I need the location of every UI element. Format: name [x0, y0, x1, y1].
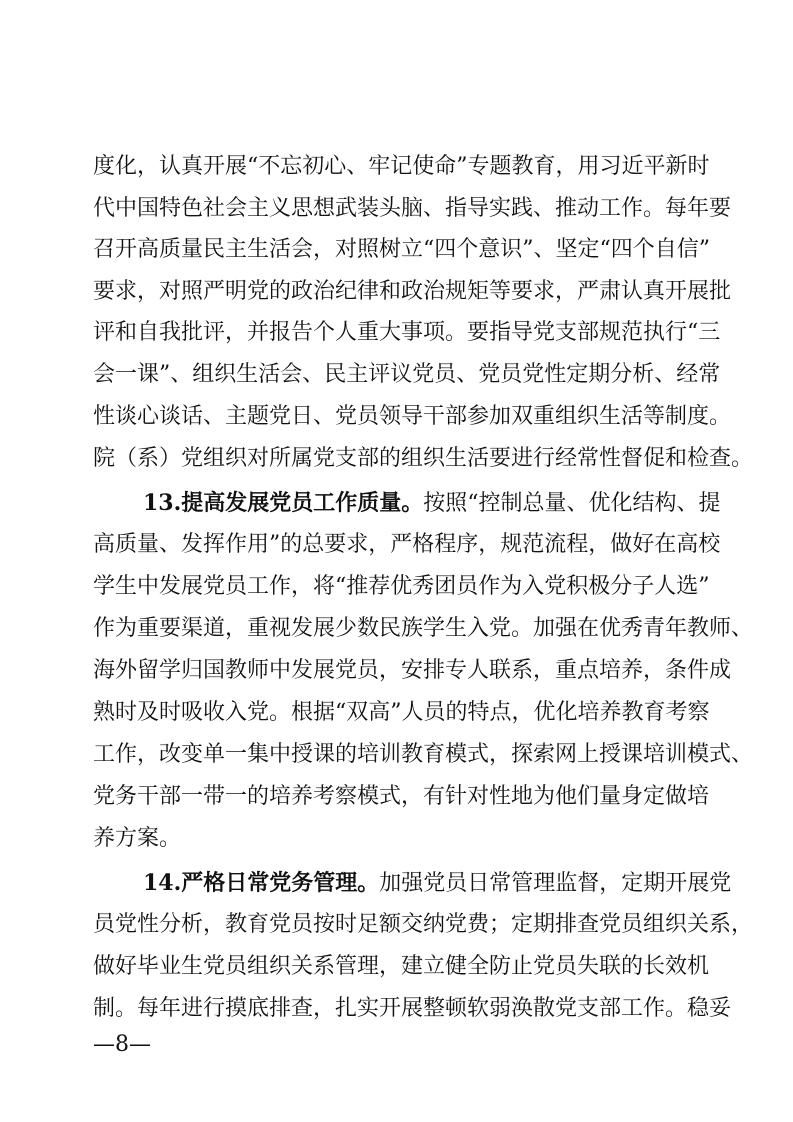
body-line: 党务干部一带一的培养考察模式，有针对性地为他们量身定做培 — [93, 784, 710, 809]
body-line: 要求，对照严明党的政治纪律和政治规矩等要求，严肃认真开展批 — [93, 279, 732, 304]
section-14-first-line — [143, 863, 732, 903]
body-line: 召开高质量民主生活会，对照树立“四个意识”、坚定“四个自信” — [93, 237, 710, 262]
section-13-heading: 13.提高发展党员工作质量。 — [143, 490, 424, 516]
body-line: 员党性分析，教育党员按时足额交纳党费；定期排查党员组织关系， — [93, 912, 754, 937]
body-line: 养方案。 — [93, 826, 182, 851]
section-13-first-line-text: 按照“控制总量、优化结构、提 — [423, 491, 721, 516]
body-line: 评和自我批评，并报告个人重大事项。要指导党支部规范执行“三 — [93, 320, 721, 345]
body-line: 做好毕业生党员组织关系管理，建立健全防止党员失联的长效机 — [93, 954, 710, 979]
section-14-heading: 14.严格日常党务管理。 — [143, 870, 380, 896]
body-line: 工作，改变单一集中授课的培训教育模式，探索网上授课培训模式、 — [93, 742, 754, 767]
body-line: 学生中发展党员工作，将“推荐优秀团员作为入党积极分子人选” — [93, 574, 710, 599]
section-13-first-line — [143, 483, 721, 523]
page-number: —8— — [93, 1032, 151, 1057]
body-line: 性谈心谈话、主题党日、党员领导干部参加双重组织生活等制度。 — [93, 404, 732, 429]
body-line: 度化，认真开展“不忘初心、牢记使命”专题教育，用习近平新时 — [93, 154, 710, 179]
section-14-first-line-text: 加强党员日常管理监督，定期开展党 — [379, 871, 732, 896]
body-line: 海外留学归国教师中发展党员，安排专人联系，重点培养，条件成 — [93, 658, 732, 683]
body-line: 熟时及时吸收入党。根据“双高”人员的特点，优化培养教育考察 — [93, 700, 710, 725]
body-line: 代中国特色社会主义思想武装头脑、指导实践、推动工作。每年要 — [93, 196, 732, 221]
body-line: 作为重要渠道，重视发展少数民族学生入党。加强在优秀青年教师、 — [93, 616, 754, 641]
body-line: 高质量、发挥作用”的总要求，严格程序，规范流程，做好在高校 — [93, 532, 721, 557]
body-line: 制。每年进行摸底排查，扎实开展整顿软弱涣散党支部工作。稳妥 — [93, 996, 732, 1021]
body-line: 院（系）党组织对所属党支部的组织生活要进行经常性督促和检查。 — [93, 446, 754, 471]
body-line: 会一课”、组织生活会、民主评议党员、党员党性定期分析、经常 — [93, 362, 721, 387]
